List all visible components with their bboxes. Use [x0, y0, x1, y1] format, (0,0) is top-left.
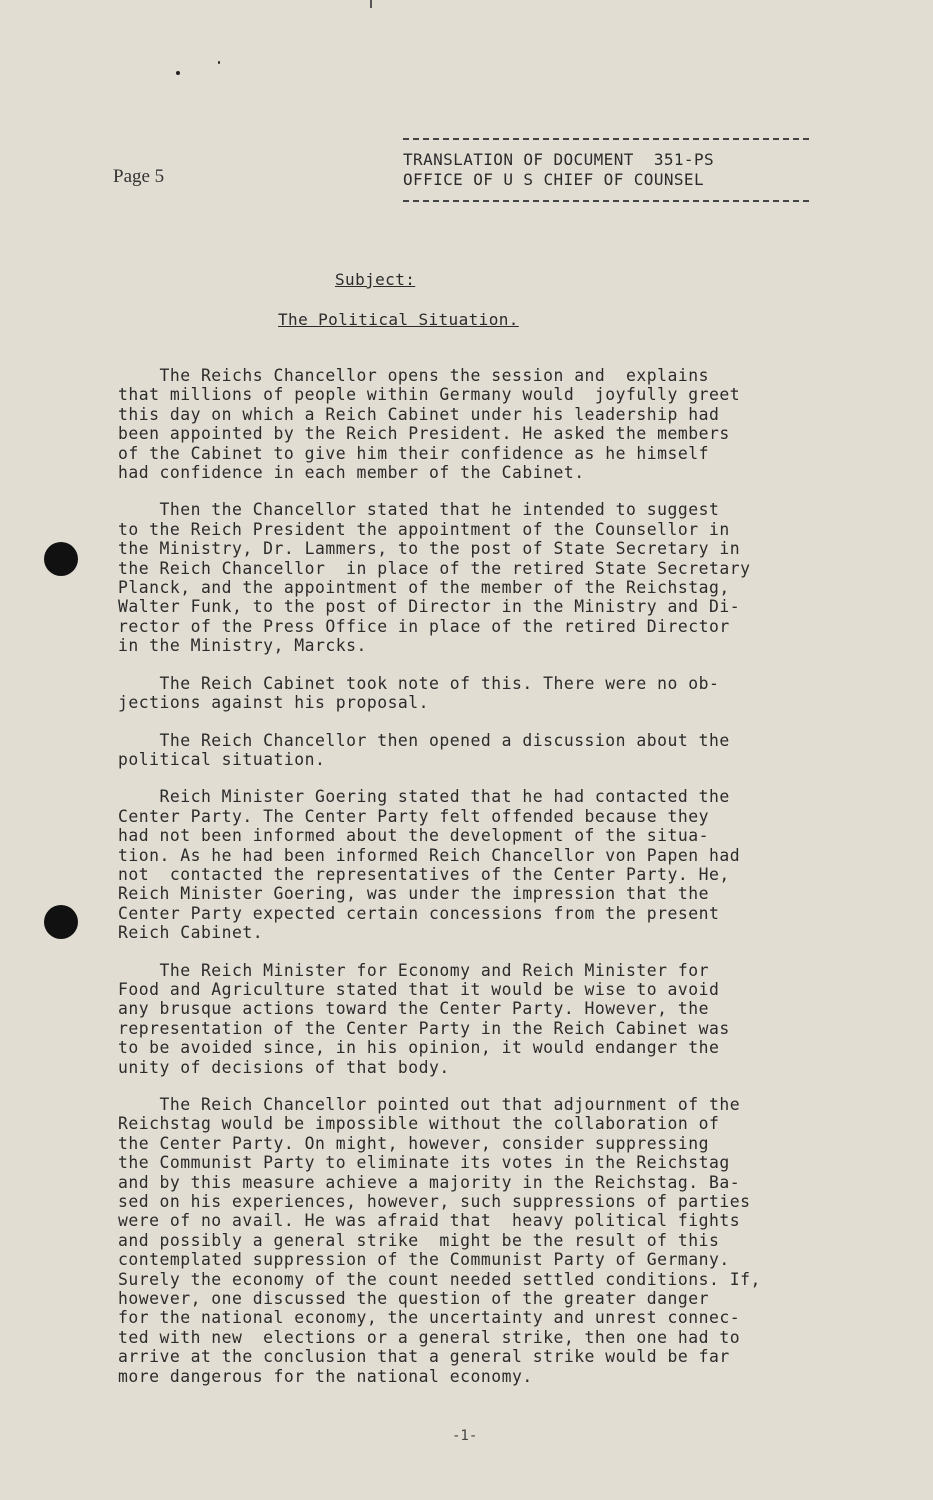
header-office-line: OFFICE OF U S CHIEF OF COUNSEL — [403, 170, 704, 189]
punch-hole-bottom — [44, 905, 78, 939]
paragraph-line: had not been informed about the development of the situa- — [118, 826, 709, 846]
header-top-rule — [403, 138, 809, 140]
paragraph-line: arrive at the conclusion that a general strike would be far — [118, 1347, 730, 1367]
paragraph — [118, 674, 838, 713]
paragraph — [118, 731, 838, 770]
subject-title: The Political Situation. — [278, 310, 519, 329]
paragraph — [118, 961, 838, 1077]
paragraph-line: Food and Agriculture stated that it would be wise to avoid — [118, 979, 720, 999]
document-header — [403, 138, 813, 202]
paragraph-line: Reich Cabinet. — [118, 923, 264, 943]
paragraph — [118, 1095, 838, 1386]
paragraph-line: Center Party. The Center Party felt offended because they — [118, 806, 709, 826]
ink-speck — [176, 71, 180, 75]
paragraph-line: The Reichs Chancellor opens the session and explains — [118, 366, 709, 385]
paragraph-line: jections against his proposal. — [118, 693, 430, 713]
page-number: Page 5 — [113, 166, 165, 187]
paragraph-line: unity of decisions of that body. — [118, 1057, 450, 1077]
ink-speck — [218, 61, 220, 64]
subject-label: Subject: — [335, 270, 416, 289]
paragraph-line: that millions of people within Germany would joyfully greet — [118, 385, 741, 405]
paragraph-line: rector of the Press Office in place of the retired Director — [118, 616, 730, 636]
paragraph-line: Reichstag would be impossible without the collaboration of — [118, 1114, 720, 1134]
paragraph-line: Surely the economy of the count needed settled conditions. If, — [118, 1269, 761, 1289]
paragraph-line: more dangerous for the national economy. — [118, 1366, 533, 1386]
header-translation-line: TRANSLATION OF DOCUMENT 351-PS — [403, 150, 715, 169]
paragraph-line: the Ministry, Dr. Lammers, to the post of State Secretary in — [118, 539, 741, 559]
paragraph — [118, 500, 838, 655]
paragraph-line: any brusque actions toward the Center Party. However, the — [118, 999, 709, 1019]
paragraph-line: Reich Minister Goering, was under the impression that the — [118, 884, 709, 904]
paragraph-line: the Communist Party to eliminate its votes in the Reichstag — [118, 1153, 730, 1173]
paragraph-line: in the Ministry, Marcks. — [118, 636, 367, 656]
paragraph-line: representation of the Center Party in the Reich Cabinet was — [118, 1018, 730, 1038]
paragraph-line: however, one discussed the question of the greater danger — [118, 1289, 709, 1309]
paragraph-line: of the Cabinet to give him their confidence as he himself — [118, 443, 709, 463]
paragraph-line: to be avoided since, in his opinion, it would endanger the — [118, 1038, 720, 1058]
paragraph-line: The Reich Cabinet took note of this. There were no ob- — [118, 673, 720, 693]
paragraph-line: political situation. — [118, 749, 326, 769]
paragraph-line: Then the Chancellor stated that he intended to suggest — [118, 500, 720, 520]
paragraph-line: The Reich Minister for Economy and Reich Minister for — [118, 960, 709, 980]
paragraph-line: for the national economy, the uncertainty and unrest connec- — [118, 1308, 741, 1328]
paragraph-line: The Reich Chancellor pointed out that adjournment of the — [118, 1095, 741, 1114]
paragraph — [118, 787, 838, 942]
paragraph-line: Center Party expected certain concessions from the present — [118, 903, 720, 923]
paragraph-line: sed on his experiences, however, such suppressions of parties — [118, 1192, 751, 1212]
punch-hole-top — [44, 542, 78, 576]
paragraph-line: tion. As he had been informed Reich Chancellor von Papen had — [118, 845, 741, 865]
top-pencil-mark — [370, 0, 372, 8]
paragraph-line: and possibly a general strike might be the result of this — [118, 1230, 720, 1250]
document-body — [118, 366, 838, 1404]
paragraph-line: Reich Minister Goering stated that he had contacted the — [118, 787, 730, 807]
paragraph-line: been appointed by the Reich President. He asked the members — [118, 424, 730, 444]
paragraph-line: had confidence in each member of the Cabinet. — [118, 463, 585, 483]
paragraph-line: not contacted the representatives of the Center Party. He, — [118, 864, 730, 884]
paragraph-line: to the Reich President the appointment of the Counsellor in — [118, 519, 730, 539]
paragraph-line: and by this measure achieve a majority in the Reichstag. Ba- — [118, 1172, 741, 1192]
paragraph-line: the Reich Chancellor in place of the retired State Secretary — [118, 558, 751, 578]
paragraph-line: this day on which a Reich Cabinet under his leadership had — [118, 404, 720, 424]
paragraph-line: the Center Party. On might, however, consider suppressing — [118, 1133, 709, 1153]
page-footer: -1- — [452, 1428, 478, 1444]
paragraph-line: The Reich Chancellor then opened a discussion about the — [118, 730, 730, 750]
paragraph-line: Walter Funk, to the post of Director in the Ministry and Di- — [118, 597, 741, 617]
paragraph-line: were of no avail. He was afraid that heavy political fights — [118, 1211, 741, 1231]
paragraph-line: ted with new elections or a general strike, then one had to — [118, 1327, 741, 1347]
header-bottom-rule — [403, 200, 809, 202]
paragraph — [118, 366, 838, 482]
paragraph-line: Planck, and the appointment of the member of the Reichstag, — [118, 578, 730, 598]
paragraph-line: contemplated suppression of the Communist Party of Germany. — [118, 1250, 730, 1270]
